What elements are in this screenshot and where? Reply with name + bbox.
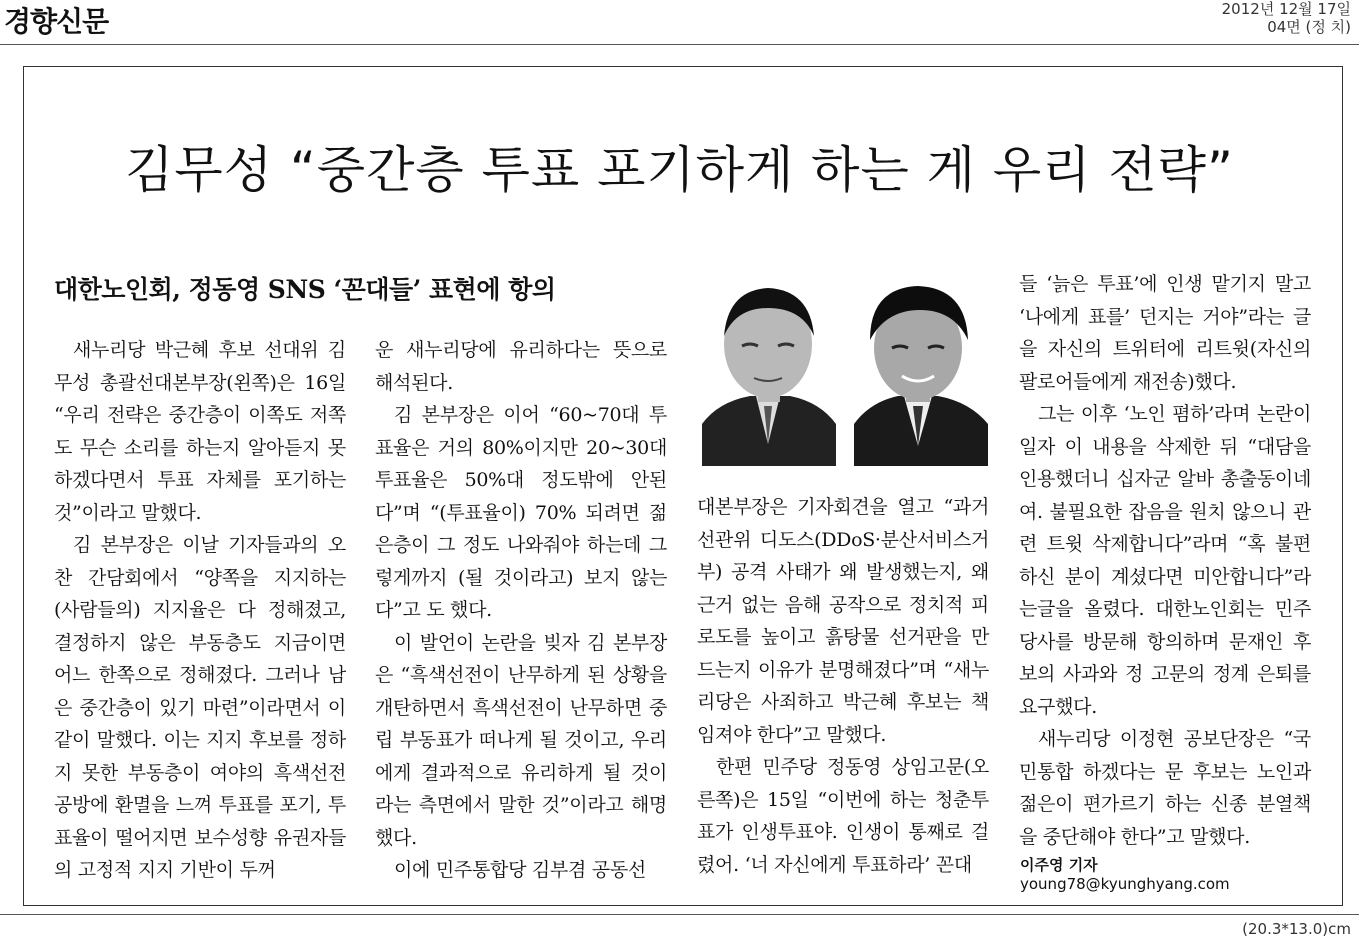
- portrait-left: [702, 288, 836, 466]
- top-rule: [0, 44, 1359, 45]
- paragraph: 이에 민주통합당 김부겸 공동선: [394, 859, 646, 881]
- paragraph: 한편 민주당 정동영 상임고문(오른쪽)은 15일 “이번에 하는 청춘투표가 인생투표야. 인생이 통째로 걸렸어. ‘너 자신에게 투표하라’ 꼰대: [697, 756, 989, 876]
- paragraph: 들 ‘늙은 투표’에 인생 맡기지 말고 ‘나에게 표를’ 던지는 거야”라는 글을 자신의 트위터에 리트윗(자신의 팔로어들에게 재전송)했다.: [1019, 273, 1311, 393]
- article-column-3: [697, 491, 989, 881]
- article-column-1: [54, 334, 346, 887]
- reporter-name: 이주영 기자: [1020, 856, 1098, 874]
- byline: [1020, 854, 1312, 893]
- article-column-4: [1019, 268, 1311, 853]
- paragraph: 김 본부장은 이날 기자들과의 오찬 간담회에서 “양쪽을 지지하는 (사람들의) 지지율은 다 정해졌고, 결정하지 않은 부동층도 지금이면 어느 한쪽으로 정해졌다. 그러나 남은 중간층이 있기 마련”이라면서 이같이 말했다. 이는 지지 후보를 정하지 못한 부동층이 여야의 흑색선전 공방에 환멸을 느껴 투표를 포기, 투표율이 떨어지면 보수성향 유권자들의 고정적 지지 기반이 두꺼: [54, 534, 346, 881]
- subheadline: 대한노인회, 정동영 SNS ‘꼰대들’ 표현에 항의: [54, 275, 556, 304]
- masthead-logo: 경향신문: [4, 5, 109, 38]
- publication-date: 2012년 12월 17일: [1221, 0, 1351, 18]
- bottom-rule: [0, 914, 1359, 915]
- clipping-size: (20.3*13.0)cm: [1242, 920, 1351, 938]
- paragraph: 대본부장은 기자회견을 열고 “과거 선관위 디도스(DDoS·분산서비스거부) 공격 사태가 왜 발생했는지, 왜 근거 없는 음해 공작으로 정치적 피로도를 높이고 흙탕물 선거판을 만드는지 이유가 분명해졌다”며 “새누리당은 사죄하고 박근혜 후보는 책임져야 한다”고 말했다.: [697, 496, 989, 746]
- reporter-email: young78@kyunghyang.com: [1020, 875, 1230, 893]
- headline: 김무성 “중간층 투표 포기하게 하는 게 우리 전략”: [125, 141, 1234, 199]
- portrait-right: [854, 286, 988, 466]
- paragraph: 새누리당 박근혜 후보 선대위 김무성 총괄선대본부장(왼쪽)은 16일 “우리 전략은 중간층이 이쪽도 저쪽도 무슨 소리를 하는지 알아듣지 못하겠다면서 투표 자체를 포기하는 것”이라고 말했다.: [54, 339, 346, 524]
- paragraph: 새누리당 이정현 공보단장은 “국민통합 하겠다는 문 후보는 노인과 젊은이 편가르기 하는 신종 분열책을 중단해야 한다”고 말했다.: [1019, 728, 1311, 848]
- paragraph: 운 새누리당에 유리하다는 뜻으로 해석된다.: [375, 339, 667, 394]
- portrait-photos: [698, 274, 990, 466]
- publication-meta: [1222, 0, 1351, 36]
- page-section: 04면 (정 치): [1267, 18, 1351, 36]
- paragraph: 이 발언이 논란을 빚자 김 본부장은 “흑색선전이 난무하게 된 상황을 개탄하면서 흑색선전이 난무하면 중립 부동표가 떠나게 될 것이고, 우리에게 결과적으로 유리하게 될 것이라는 측면에서 말한 것”이라고 해명했다.: [375, 631, 667, 849]
- paragraph: 그는 이후 ‘노인 폄하’라며 논란이 일자 이 내용을 삭제한 뒤 “대담을 인용했더니 십자군 알바 총출동이네여. 불필요한 잡음을 원치 않으니 관련 트윗 삭제합니다”라며 “혹 불편하신 분이 계셨다면 미안합니다”라는글을 올렸다. 대한노인회는 민주당사를 방문해 항의하며 문재인 후보의 사과와 정 고문의 정계 은퇴를 요구했다.: [1019, 403, 1311, 718]
- paragraph: 김 본부장은 이어 “60~70대 투표율은 거의 80%이지만 20~30대 투표율은 50%대 정도밖에 안된다”며 “(투표율이) 70% 되려면 젊은층이 그 정도 나와줘야 하는데 그렇게까지 (될 것이라고) 보지 않는다”고 도 했다.: [375, 404, 667, 621]
- article-column-2: [375, 334, 667, 887]
